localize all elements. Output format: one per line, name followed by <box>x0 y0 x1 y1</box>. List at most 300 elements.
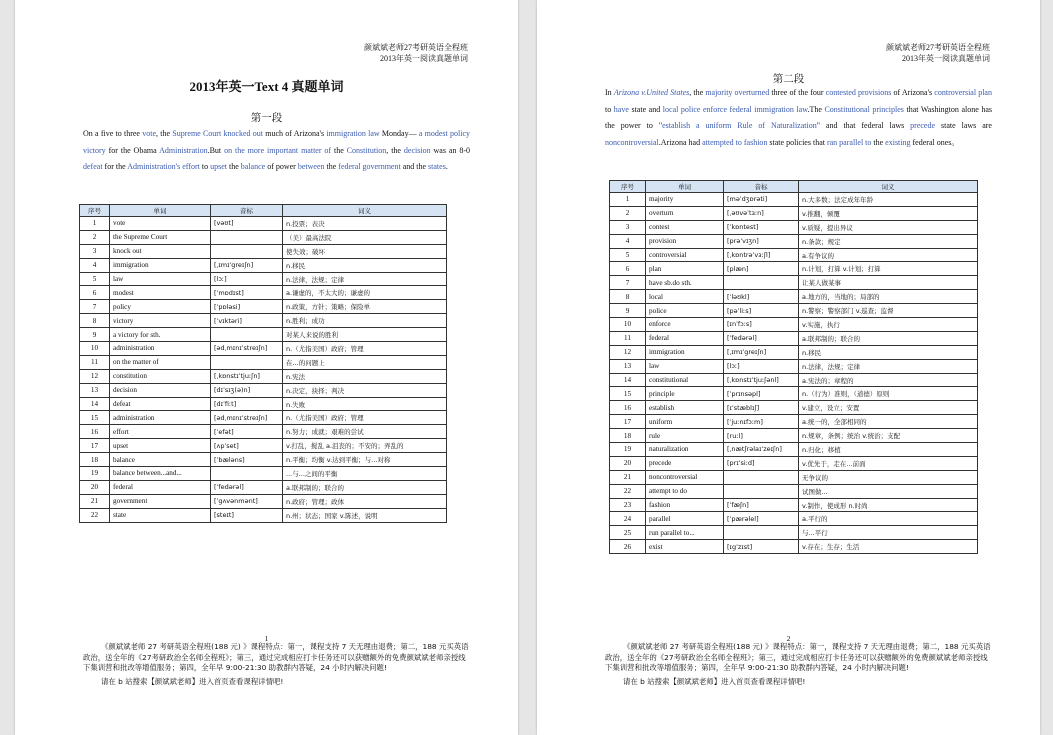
meaning-cell: n.大多数；法定成年年龄 <box>799 193 978 207</box>
highlighted-term: majority overturned <box>705 88 770 97</box>
passage-paragraph <box>83 126 470 176</box>
table-row <box>80 453 447 467</box>
page-footer <box>605 642 994 687</box>
paragraph-text: Monday— <box>379 129 419 138</box>
paragraph-text: of power <box>265 162 298 171</box>
column-header: 单词 <box>110 205 211 217</box>
phonetic-cell: [ˌkɒnstɪˈtjuːʃn] <box>211 369 283 383</box>
word-cell: decision <box>110 383 211 397</box>
row-number: 23 <box>610 498 646 512</box>
table-row <box>610 498 978 512</box>
table-row <box>610 512 978 526</box>
table-row <box>80 314 447 328</box>
phonetic-cell: [pəˈliːs] <box>724 304 799 318</box>
phonetic-cell: [ˌɪmɪˈgreɪʃn] <box>211 258 283 272</box>
meaning-cell: 试图做... <box>799 484 978 498</box>
highlighted-term: contested provisions <box>825 88 892 97</box>
phonetic-cell: [ˈgʌvənmənt] <box>211 494 283 508</box>
phonetic-cell <box>724 526 799 540</box>
table-row <box>80 342 447 356</box>
meaning-cell: v.制作，使成形 n.时尚 <box>799 498 978 512</box>
meaning-cell: n.（尤指美国）政府；管理 <box>283 411 447 425</box>
table-row <box>610 304 978 318</box>
word-cell: modest <box>110 286 211 300</box>
highlighted-term: Constitutional principles <box>824 104 904 114</box>
row-number: 1 <box>610 193 646 207</box>
highlighted-term: federal government <box>338 162 401 171</box>
row-number: 25 <box>610 526 646 540</box>
meaning-cell: v.优先于，走在...前面 <box>799 456 978 470</box>
meaning-cell: n.移民 <box>283 258 447 272</box>
highlighted-term: states <box>428 162 446 171</box>
highlighted-term: decision <box>403 145 431 155</box>
header-subtitle: 2013年英一阅读真题单词 <box>380 54 468 63</box>
column-header: 词义 <box>799 181 978 193</box>
table-row <box>610 290 978 304</box>
row-number: 7 <box>80 300 110 314</box>
row-number: 18 <box>80 453 110 467</box>
row-number: 26 <box>610 540 646 554</box>
header-course: 颜斌斌老师27考研英语全程班 <box>364 43 468 52</box>
page-header <box>364 42 468 64</box>
phonetic-cell <box>211 230 283 244</box>
row-number: 17 <box>80 439 110 453</box>
paragraph-text: to <box>199 162 211 171</box>
column-header: 序号 <box>610 181 646 193</box>
paragraph-text: On a five to three <box>83 129 143 138</box>
word-cell: attempt to do <box>646 484 724 498</box>
row-number: 7 <box>610 276 646 290</box>
footer-text: 《颜斌斌老师 27 考研英语全程班(188 元) 》课程特点：第一，课程支持 7 天无理由退费；第二，188 元买英语政治，送全年的《27考研政治全名师全程班》；第三，通过完成相应打卡任务还可以获赠额外的免费颜斌斌老师亲授线下集训营和批改等增值服务；第四，全年早 9:00-21:30 助教群内答疑，24 小时内解决问题! <box>83 642 469 672</box>
table-row <box>610 359 978 373</box>
phonetic-cell: [ˈefət] <box>211 425 283 439</box>
row-number: 10 <box>80 342 110 356</box>
table-row <box>80 217 447 231</box>
table-row <box>610 415 978 429</box>
word-cell: immigration <box>110 258 211 272</box>
section-title: 第二段 <box>772 74 805 85</box>
highlighted-term: attempted to fashion <box>702 137 768 147</box>
meaning-cell: v.打乱，搅乱 a.沮丧的；不安的；弄乱的 <box>283 439 447 453</box>
word-cell: effort <box>110 425 211 439</box>
phonetic-cell: [ˌɪmɪˈgreɪʃn] <box>724 345 799 359</box>
meaning-cell: n.规章，条例；统治 v.统治；支配 <box>799 429 978 443</box>
word-cell: establish <box>646 401 724 415</box>
phonetic-cell <box>724 276 799 290</box>
meaning-cell: n.决定，抉择；判决 <box>283 383 447 397</box>
highlighted-term: Administration's effort <box>127 162 200 171</box>
paragraph-text: , the <box>386 145 404 155</box>
word-cell: overturn <box>646 206 724 220</box>
highlighted-term: vote <box>142 129 156 138</box>
word-cell: a victory for sth. <box>110 328 211 342</box>
word-cell: principle <box>646 387 724 401</box>
paragraph-text: . <box>445 162 448 171</box>
column-header: 音标 <box>724 181 799 193</box>
paragraph-text: .Arizona had <box>658 137 703 147</box>
meaning-cell: a.谦虚的，不太大的；谦虚的 <box>283 286 447 300</box>
table-row <box>610 262 978 276</box>
phonetic-cell <box>211 244 283 258</box>
row-number: 3 <box>610 220 646 234</box>
phonetic-cell: [ʌpˈset] <box>211 439 283 453</box>
phonetic-cell <box>211 328 283 342</box>
meaning-cell: n.移民 <box>799 345 978 359</box>
paragraph-text: the <box>226 162 241 171</box>
meaning-cell: ...与...之间的平衡 <box>283 467 447 481</box>
word-cell: federal <box>646 331 724 345</box>
paragraph-text: the <box>324 162 339 171</box>
highlighted-term: defeat <box>83 162 103 171</box>
row-number: 12 <box>610 345 646 359</box>
footer-note: 请在 b 站搜索【颜斌斌老师】进入首页查看课程详情吧! <box>101 676 284 686</box>
word-cell: fashion <box>646 498 724 512</box>
highlighted-term: precede <box>910 121 936 130</box>
phonetic-cell: [ˈkɒntest] <box>724 220 799 234</box>
table-row <box>610 234 978 248</box>
phonetic-cell: [ˌəʊvəˈtɜːn] <box>724 206 799 220</box>
word-cell: parallel <box>646 512 724 526</box>
phonetic-cell <box>724 484 799 498</box>
row-number: 19 <box>80 467 110 481</box>
meaning-cell: a.宪法的；章程的 <box>799 373 978 387</box>
meaning-cell: a.联邦制的；联合的 <box>799 331 978 345</box>
phonetic-cell <box>211 355 283 369</box>
table-row <box>80 467 447 481</box>
meaning-cell: n.政府；管理；政体 <box>283 494 447 508</box>
meaning-cell: 无争议的 <box>799 470 978 484</box>
word-cell: run parallel to... <box>646 526 724 540</box>
paragraph-text: was an 8-0 <box>430 145 470 155</box>
meaning-cell: n.条款；规定 <box>799 234 978 248</box>
table-row <box>80 508 447 522</box>
meaning-cell: a.有争议的 <box>799 248 978 262</box>
highlighted-term: on the more important matter of <box>224 145 332 155</box>
word-cell: uniform <box>646 415 724 429</box>
row-number: 21 <box>80 494 110 508</box>
meaning-cell: 对某人来说的胜利 <box>283 328 447 342</box>
word-cell: rule <box>646 429 724 443</box>
row-number: 3 <box>80 244 110 258</box>
phonetic-cell: [ədˌmɪnɪˈstreɪʃn] <box>211 342 283 356</box>
phonetic-cell: [ˈbæləns] <box>211 453 283 467</box>
paragraph-text: state laws are <box>935 121 992 130</box>
meaning-cell: a.统一的，全部相同的 <box>799 415 978 429</box>
word-cell: contest <box>646 220 724 234</box>
footer-text: 《颜斌斌老师 27 考研英语全程班(188 元) 》课程特点：第一，课程支持 7 天无理由退费；第二，188 元买英语政治，送全年的《27考研政治全名师全程班》；第三，通过完成相应打卡任务还可以获赠额外的免费颜斌斌老师亲授线下集训营和批改等增值服务；第四，全年早 9:00-21:30 助教群内答疑，24 小时内解决问题! <box>605 642 991 672</box>
phonetic-cell: [ˈfæʃn] <box>724 498 799 512</box>
table-row <box>80 369 447 383</box>
meaning-cell: a.平行的 <box>799 512 978 526</box>
word-cell: plan <box>646 262 724 276</box>
row-number: 22 <box>610 484 646 498</box>
phonetic-cell: [ˈləʊkl] <box>724 290 799 304</box>
row-number: 6 <box>80 286 110 300</box>
highlighted-term: balance <box>240 162 266 171</box>
row-number: 17 <box>610 415 646 429</box>
page-number: 2 <box>786 634 791 643</box>
highlighted-term: Administration <box>159 145 208 155</box>
table-row <box>80 425 447 439</box>
word-cell: precede <box>646 456 724 470</box>
meaning-cell: （美）最高法院 <box>283 230 447 244</box>
word-cell: constitutional <box>646 373 724 387</box>
row-number: 15 <box>610 387 646 401</box>
phonetic-cell: [ˈprɪnsəpl] <box>724 387 799 401</box>
paragraph-text: , the <box>689 88 706 97</box>
word-cell: government <box>110 494 211 508</box>
word-cell: administration <box>110 411 211 425</box>
meaning-cell: n.平衡；均衡 v.达到平衡；与...对称 <box>283 453 447 467</box>
meaning-cell: v.建立，设立；安置 <box>799 401 978 415</box>
paragraph-text: .But <box>207 145 225 155</box>
table-row <box>610 276 978 290</box>
phonetic-cell: [ədˌmɪnɪˈstreɪʃn] <box>211 411 283 425</box>
word-cell: balance <box>110 453 211 467</box>
meaning-cell: 使失效；破坏 <box>283 244 447 258</box>
phonetic-cell: [ˌnætʃrəlaɪˈzeɪʃn] <box>724 443 799 457</box>
row-number: 22 <box>80 508 110 522</box>
paragraph-text: the <box>871 137 886 147</box>
word-cell: naturalization <box>646 443 724 457</box>
meaning-cell: 让某人做某事 <box>799 276 978 290</box>
meaning-cell: a.地方的，当地的；局部的 <box>799 290 978 304</box>
phonetic-cell: [ˌkɒnstɪˈtjuːʃənl] <box>724 373 799 387</box>
row-number: 20 <box>610 456 646 470</box>
meaning-cell: n.州；状态；国家 v.陈述，说明 <box>283 508 447 522</box>
meaning-cell: n.（尤指美国）政府；管理 <box>283 342 447 356</box>
table-row <box>610 540 978 554</box>
page-footer <box>83 642 472 687</box>
phonetic-cell: [ɪˈstæblɪʃ] <box>724 401 799 415</box>
column-header: 音标 <box>211 205 283 217</box>
word-cell: controversial <box>646 248 724 262</box>
row-number: 6 <box>610 262 646 276</box>
word-cell: law <box>646 359 724 373</box>
word-cell: enforce <box>646 318 724 332</box>
table-row <box>610 443 978 457</box>
phonetic-cell: [dɪˈsɪʒ(ə)n] <box>211 383 283 397</box>
phonetic-cell: [ˈpærəlel] <box>724 512 799 526</box>
highlighted-term: Arizona v.United States <box>613 88 690 97</box>
highlighted-term: a modest policy victory <box>83 129 471 155</box>
header-course: 颜斌斌老师27考研英语全程班 <box>886 43 990 52</box>
meaning-cell: n.归化；移植 <box>799 443 978 457</box>
meaning-cell: n.政策，方针；策略；保险单 <box>283 300 447 314</box>
phonetic-cell: [ˈfedərəl] <box>211 480 283 494</box>
table-row <box>80 244 447 258</box>
highlighted-term: Supreme Court knocked out <box>172 129 264 138</box>
phonetic-cell: [prəˈvɪʒn] <box>724 234 799 248</box>
phonetic-cell: [prɪˈsiːd] <box>724 456 799 470</box>
table-row <box>80 272 447 286</box>
table-row <box>610 373 978 387</box>
table-header-row <box>610 181 978 193</box>
row-number: 4 <box>80 258 110 272</box>
footer-note: 请在 b 站搜索【颜斌斌老师】进入首页查看课程详情吧! <box>623 676 806 686</box>
meaning-cell: 与...平行 <box>799 526 978 540</box>
row-number: 2 <box>610 206 646 220</box>
highlighted-term: controversial plan <box>934 88 992 97</box>
row-number: 5 <box>80 272 110 286</box>
row-number: 14 <box>610 373 646 387</box>
paragraph-text: state policies that <box>767 137 827 147</box>
row-number: 8 <box>80 314 110 328</box>
table-row <box>80 494 447 508</box>
header-subtitle: 2013年英一阅读真题单词 <box>902 54 990 63</box>
table-row <box>80 300 447 314</box>
page-header <box>886 42 990 64</box>
phonetic-cell: [ˈvɪktəri] <box>211 314 283 328</box>
phonetic-cell: [lɔː] <box>211 272 283 286</box>
word-cell: state <box>110 508 211 522</box>
column-header: 序号 <box>80 205 110 217</box>
row-number: 13 <box>610 359 646 373</box>
row-number: 4 <box>610 234 646 248</box>
paragraph-text: to <box>605 104 614 114</box>
meaning-cell: n.努力；成就；艰难的尝试 <box>283 425 447 439</box>
table-row <box>610 484 978 498</box>
highlighted-term: local police enforce federal immigration law <box>662 104 808 114</box>
table-row <box>610 401 978 415</box>
word-cell: victory <box>110 314 211 328</box>
meaning-cell: n.计划，打算 v.计划；打算 <box>799 262 978 276</box>
table-row <box>610 193 978 207</box>
word-cell: law <box>110 272 211 286</box>
table-row <box>610 429 978 443</box>
meaning-cell: n.警察；警察部门 v.巡查；监督 <box>799 304 978 318</box>
meaning-cell: v.质疑，提出异议 <box>799 220 978 234</box>
word-cell: vote <box>110 217 211 231</box>
meaning-cell: 在...的问题上 <box>283 355 447 369</box>
row-number: 18 <box>610 429 646 443</box>
paragraph-text: for the Obama <box>105 145 160 155</box>
paragraph-text: " and that federal laws <box>816 121 911 130</box>
column-header: 单词 <box>646 181 724 193</box>
table-row <box>610 318 978 332</box>
highlighted-term: between <box>297 162 325 171</box>
document-page-1 <box>15 0 518 735</box>
phonetic-cell: [plæn] <box>724 262 799 276</box>
table-row <box>80 383 447 397</box>
table-row <box>80 286 447 300</box>
paragraph-text: .The <box>807 104 825 114</box>
table-row <box>610 387 978 401</box>
paragraph-text: three of the four <box>769 88 826 97</box>
document-title: 2013年英一Text 4 真题单词 <box>189 79 344 94</box>
highlighted-term: upset <box>210 162 227 171</box>
meaning-cell: n.（行为）准则，（道德）原则 <box>799 387 978 401</box>
word-cell: provision <box>646 234 724 248</box>
table-row <box>80 397 447 411</box>
phonetic-cell: [ˈfedərəl] <box>724 331 799 345</box>
row-number: 12 <box>80 369 110 383</box>
phonetic-cell: [vəʊt] <box>211 217 283 231</box>
highlighted-term: immigration law <box>326 129 380 138</box>
phonetic-cell: [steɪt] <box>211 508 283 522</box>
word-cell: constitution <box>110 369 211 383</box>
paragraph-text: much of Arizona's <box>263 129 327 138</box>
paragraph-text: state and <box>628 104 663 114</box>
row-number: 5 <box>610 248 646 262</box>
row-number: 2 <box>80 230 110 244</box>
row-number: 8 <box>610 290 646 304</box>
highlighted-term: ran parallel to <box>826 137 872 147</box>
row-number: 20 <box>80 480 110 494</box>
phonetic-cell: [ɪgˈzɪst] <box>724 540 799 554</box>
word-cell: majority <box>646 193 724 207</box>
table-row <box>610 456 978 470</box>
table-row <box>80 258 447 272</box>
table-row <box>80 480 447 494</box>
paragraph-text: that Washington alone has the power to " <box>605 104 993 130</box>
word-cell: the Supreme Court <box>110 230 211 244</box>
row-number: 13 <box>80 383 110 397</box>
paragraph-text: for the <box>102 162 128 171</box>
row-number: 21 <box>610 470 646 484</box>
phonetic-cell: [ruːl] <box>724 429 799 443</box>
word-cell: policy <box>110 300 211 314</box>
document-page-2 <box>537 0 1040 735</box>
row-number: 16 <box>610 401 646 415</box>
phonetic-cell: [lɔː] <box>724 359 799 373</box>
table-row <box>610 248 978 262</box>
word-cell: knock out <box>110 244 211 258</box>
phonetic-cell <box>211 467 283 481</box>
table-row <box>80 411 447 425</box>
meaning-cell: n.失败 <box>283 397 447 411</box>
paragraph-text: the <box>331 145 347 155</box>
word-cell: local <box>646 290 724 304</box>
row-number: 11 <box>610 331 646 345</box>
column-header: 词义 <box>283 205 447 217</box>
table-row <box>610 331 978 345</box>
paragraph-text: federal ones。 <box>910 137 960 147</box>
table-row <box>80 439 447 453</box>
phonetic-cell <box>724 470 799 484</box>
vocab-table <box>609 180 978 554</box>
row-number: 9 <box>610 304 646 318</box>
paragraph-text: In <box>605 88 614 97</box>
phonetic-cell: [ɪnˈfɔːs] <box>724 318 799 332</box>
paragraph-text: , the <box>156 129 173 138</box>
row-number: 16 <box>80 425 110 439</box>
meaning-cell: a.联邦制的；联合的 <box>283 480 447 494</box>
highlighted-term: have <box>613 104 629 114</box>
word-cell: defeat <box>110 397 211 411</box>
table-header-row <box>80 205 447 217</box>
word-cell: upset <box>110 439 211 453</box>
passage-paragraph <box>605 85 992 151</box>
meaning-cell: n.宪法 <box>283 369 447 383</box>
meaning-cell: n.法律，法规；定律 <box>283 272 447 286</box>
word-cell: immigration <box>646 345 724 359</box>
highlighted-term: Constitution <box>346 145 387 155</box>
word-cell: federal <box>110 480 211 494</box>
word-cell: administration <box>110 342 211 356</box>
row-number: 14 <box>80 397 110 411</box>
highlighted-term: existing <box>885 137 911 147</box>
row-number: 11 <box>80 355 110 369</box>
word-cell: balance between...and... <box>110 467 211 481</box>
highlighted-term: establish a uniform Rule of Naturalization <box>662 121 817 130</box>
phonetic-cell: [məˈdʒɒrəti] <box>724 193 799 207</box>
paragraph-text: of Arizona's <box>891 88 935 97</box>
highlighted-term: noncontroversial <box>605 137 659 147</box>
row-number: 19 <box>610 443 646 457</box>
table-row <box>610 345 978 359</box>
section-title: 第一段 <box>250 113 283 124</box>
